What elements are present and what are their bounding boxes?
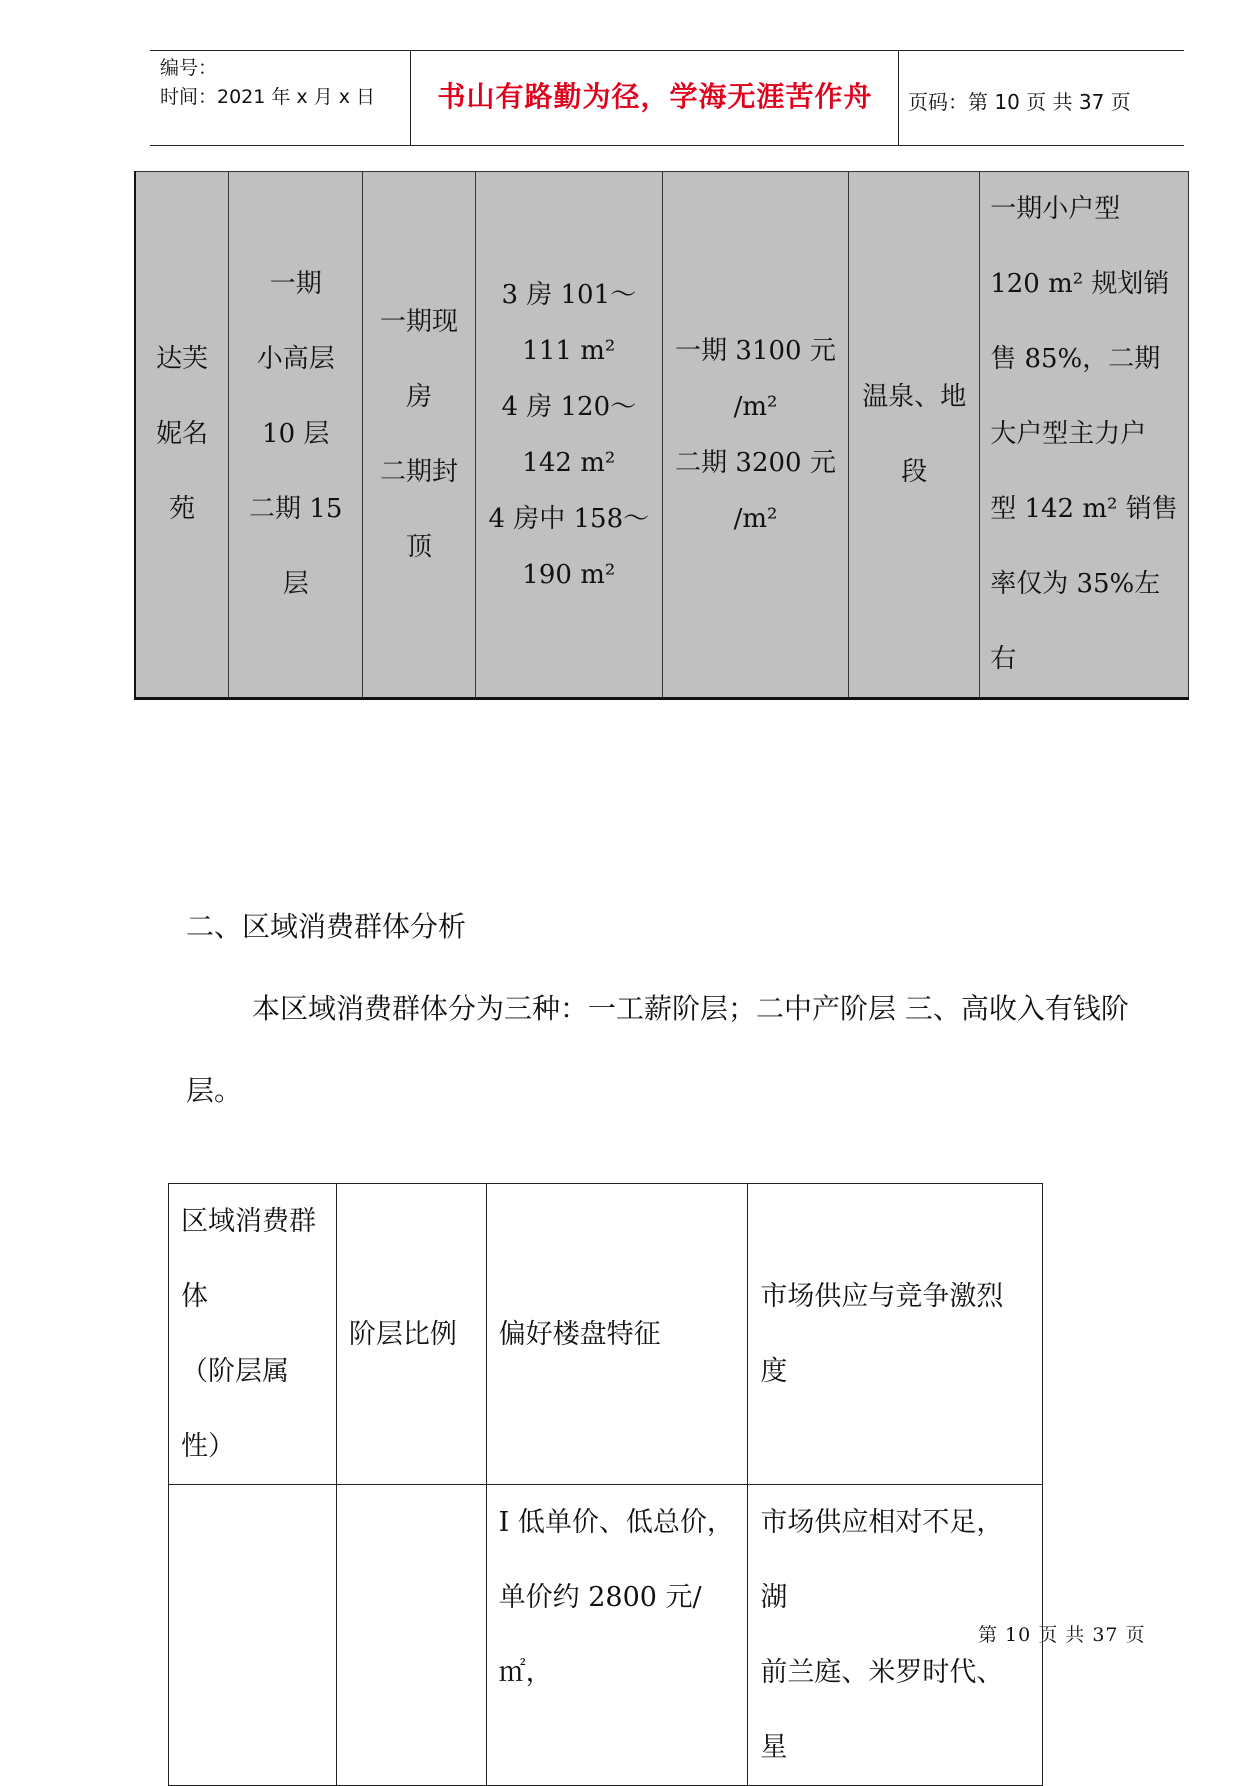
page-footer: 第 10 页 共 37 页: [978, 1624, 1146, 1646]
row-competition-cell: 市场供应相对不足，湖 前兰庭、米罗时代、星: [748, 1485, 1043, 1786]
header-divider-right: [898, 50, 899, 145]
segment-table-row: [169, 1485, 1043, 1786]
property-sales-cell: 一期小户型 120 m² 规划销 售 85%，二期 大户型主力户 型 142 m² 销售 率仅为 35%左 右: [980, 172, 1189, 699]
section-title: 二、区域消费群体分析: [186, 910, 467, 943]
property-floors-cell: 一期 小高层 10 层 二期 15 层: [229, 172, 363, 699]
header-preference-cell: 偏好楼盘特征: [486, 1184, 748, 1485]
property-table: [134, 171, 1189, 700]
row-group-cell: [169, 1485, 337, 1786]
header-top-rule: [150, 50, 1184, 51]
header-competition-cell: 市场供应与竞争激烈 度: [748, 1184, 1043, 1485]
section-paragraph: 本区域消费群体分为三种：一工薪阶层；二中产阶层 三、高收入有钱阶层。: [186, 992, 1129, 1107]
header-page-number: 页码：第 10 页 共 37 页: [908, 90, 1131, 114]
header-divider-left: [410, 50, 411, 145]
header-group-cell: 区域消费群 体 （阶层属性）: [169, 1184, 337, 1485]
property-areas-cell: 3 房 101～ 111 m² 4 房 120～ 142 m² 4 房中 158～ 190 m²: [475, 172, 662, 699]
serial-label: 编号：: [160, 57, 218, 79]
property-row: [135, 172, 1189, 699]
property-selling-point-cell: 温泉、地 段: [849, 172, 980, 699]
row-preference-cell: I 低单价、低总价， 单价约 2800 元/㎡，: [486, 1485, 748, 1786]
header-ratio-cell: 阶层比例: [336, 1184, 486, 1485]
segment-table-header-row: [169, 1184, 1043, 1485]
segment-table: [168, 1183, 1043, 1786]
header-meta: [160, 54, 410, 112]
row-ratio-cell: [336, 1485, 486, 1786]
time-label: 时间：2021 年 x 月 x 日: [160, 86, 376, 108]
property-name-cell: 达芙 妮名 苑: [135, 172, 229, 699]
property-status-cell: 一期现 房 二期封 顶: [363, 172, 476, 699]
header-bottom-rule: [150, 145, 1184, 146]
property-price-cell: 一期 3100 元 /m² 二期 3200 元 /m²: [662, 172, 849, 699]
header-motto: 书山有路勤为径，学海无涯苦作舟: [437, 80, 873, 113]
